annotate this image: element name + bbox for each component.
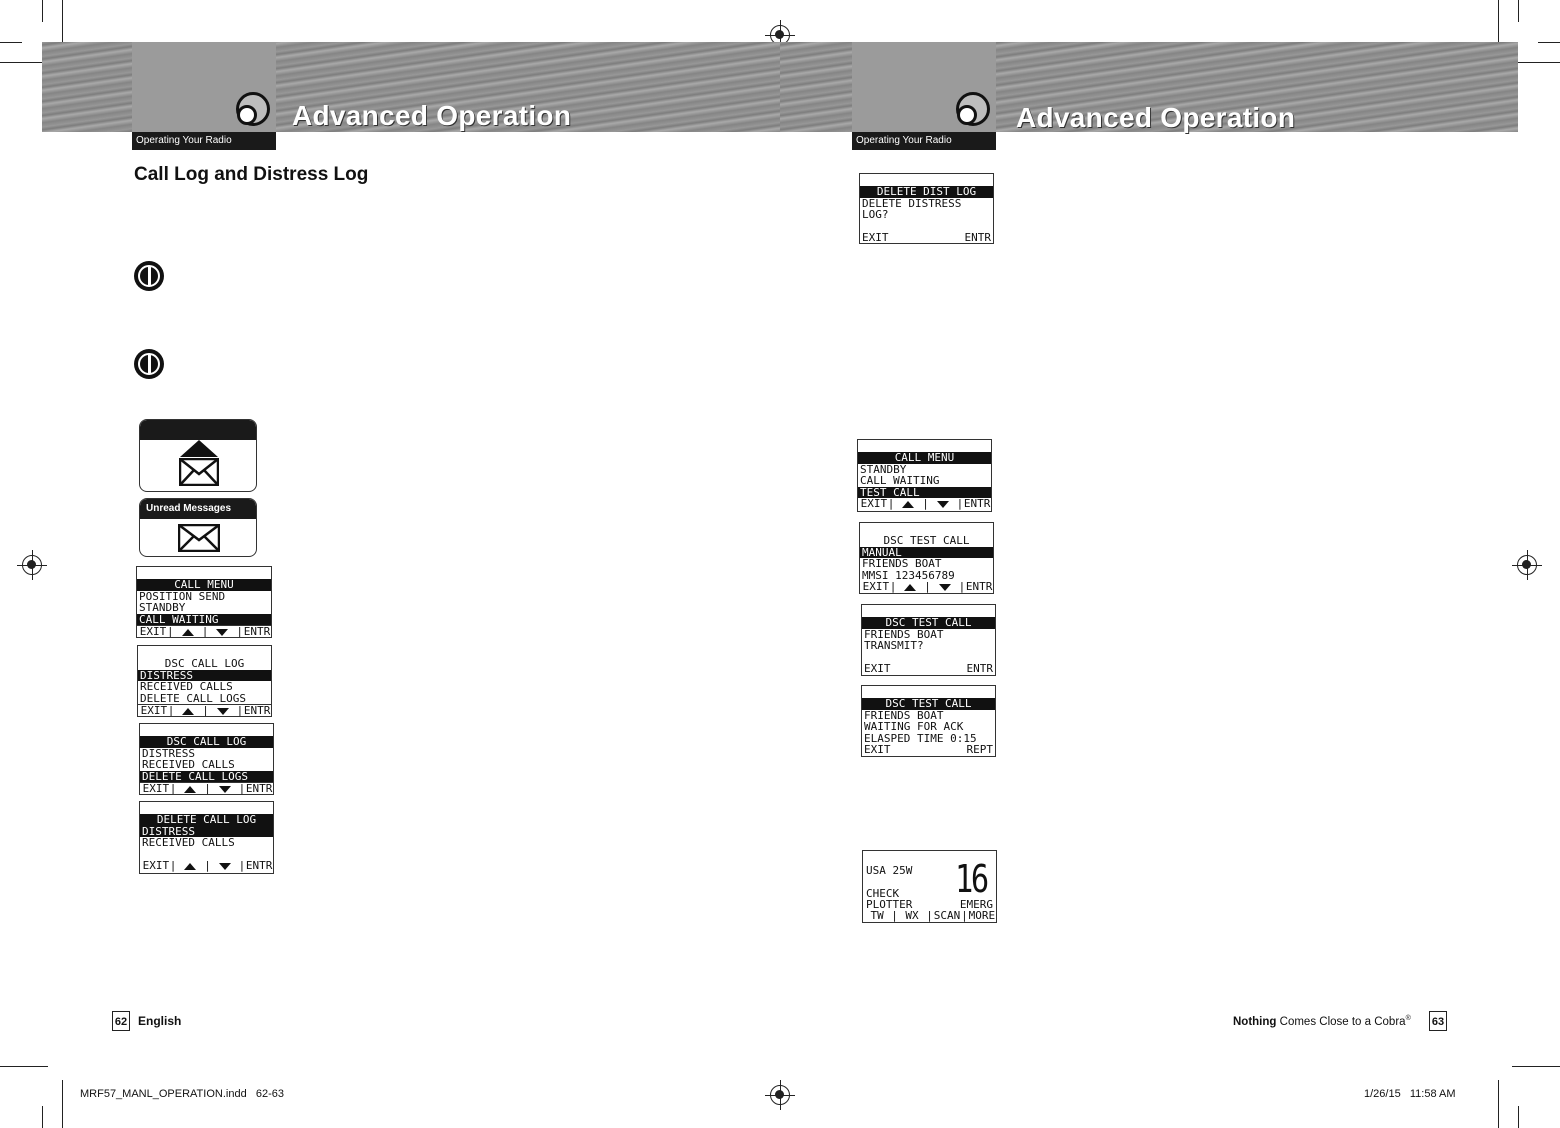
crop-mark — [1498, 1080, 1499, 1128]
lcd-line: FRIENDS BOAT — [864, 628, 944, 640]
crop-mark — [42, 1106, 43, 1128]
arrow-up-icon — [184, 786, 196, 793]
lcd-dsc-test-call-waiting — [861, 685, 996, 757]
radio-dial-icon — [236, 92, 270, 126]
unread-messages-box — [139, 498, 257, 557]
section-tab-label: Operating Your Radio — [132, 132, 276, 150]
lcd-softkeys — [862, 744, 995, 756]
lcd-item: DISTRESS — [142, 747, 195, 759]
channel-number: 16 — [955, 857, 987, 901]
arrow-up-icon — [184, 863, 196, 870]
lcd-softkeys: EXIT | | | ENTR — [862, 581, 993, 593]
page-number-right: 63 — [1429, 1011, 1447, 1031]
softkey-entr: ENTR — [963, 498, 991, 510]
message-indicator-bar — [140, 420, 256, 440]
envelope-icon — [179, 458, 219, 486]
lcd-dsc-test-call — [859, 522, 994, 594]
lcd-softkeys: EXIT | | | ENTR — [860, 498, 991, 510]
lcd-item: FRIENDS BOAT — [862, 558, 942, 570]
lcd-item: MMSI 123456789 — [862, 569, 955, 581]
softkey-exit: EXIT — [140, 704, 168, 717]
lcd-item-selected: DISTRESS — [140, 826, 273, 838]
unread-messages-label: Unread Messages — [140, 499, 256, 519]
softkey-down — [208, 626, 236, 638]
lcd-line: ELASPED TIME 0:15 — [864, 732, 977, 744]
lcd-item: DELETE CALL LOGS — [140, 692, 246, 704]
lcd-line: FRIENDS BOAT — [864, 709, 944, 721]
lcd-title: DSC TEST CALL — [862, 617, 995, 629]
lcd-dsc-test-call-transmit — [861, 604, 996, 676]
softkey-entr: ENTR — [243, 625, 271, 638]
slogan-bold: Nothing — [1233, 1015, 1277, 1028]
lcd-dsc-call-log — [139, 723, 274, 795]
crop-mark — [1538, 42, 1560, 43]
lcd-item: RECEIVED CALLS — [142, 759, 235, 771]
lcd-item: STANDBY — [860, 463, 907, 475]
arrow-down-icon — [219, 786, 231, 793]
lcd-item: CALL WAITING — [860, 475, 940, 487]
registered-mark: ® — [1405, 1015, 1411, 1022]
lcd-item-selected: TEST CALL — [858, 487, 991, 499]
lcd-blank — [860, 221, 993, 233]
lcd-title: DSC CALL LOG — [140, 736, 273, 748]
arrow-down-icon — [219, 863, 231, 870]
lcd-delete-dist-log — [859, 173, 994, 244]
lcd-dsc-call-log — [137, 645, 272, 717]
lcd-item-selected: MANUAL — [860, 547, 993, 559]
lcd-item-selected: DELETE CALL LOGS — [140, 771, 273, 783]
lcd-item: POSITION SEND — [139, 590, 226, 602]
message-indicator-box — [139, 419, 257, 492]
arrow-up-icon — [182, 708, 194, 715]
softkey-entr: ENTR — [245, 860, 273, 872]
arrow-up-icon — [904, 584, 916, 591]
crop-mark — [1518, 1106, 1519, 1128]
section-tab-label: Operating Your Radio — [852, 132, 996, 150]
softkey-entr: ENTR — [966, 663, 993, 675]
softkey-scan: SCAN — [933, 909, 961, 922]
crop-mark — [42, 0, 43, 22]
lcd-title: CALL MENU — [137, 579, 271, 591]
lcd-blank — [862, 652, 995, 664]
lcd-line: CHECK — [866, 887, 900, 900]
lcd-softkeys: EXIT | | | ENTR — [142, 860, 273, 872]
lcd-line: WAITING FOR ACK — [864, 721, 964, 733]
lcd-title: DSC TEST CALL — [883, 535, 970, 547]
section-heading: Call Log and Distress Log — [134, 164, 369, 185]
softkey-exit: EXIT — [862, 581, 890, 593]
crop-mark — [62, 0, 63, 48]
lcd-call-menu — [857, 439, 992, 512]
lcd-item-selected: DISTRESS — [138, 670, 271, 682]
arrow-down-icon — [939, 584, 951, 591]
softkey-wx: WX — [905, 909, 919, 922]
crop-mark — [0, 42, 22, 43]
region-power-label: USA 25W — [866, 864, 913, 877]
softkey-rept: REPT — [966, 744, 993, 756]
language-label: English — [138, 1014, 182, 1028]
softkey-exit: EXIT — [142, 860, 170, 872]
lcd-item-selected: CALL WAITING — [137, 614, 271, 626]
lcd-blank — [140, 849, 273, 861]
crop-mark — [1512, 62, 1560, 63]
softkey-exit: EXIT — [864, 744, 891, 756]
lcd-delete-call-log — [139, 801, 274, 874]
registration-mark-icon — [22, 555, 42, 575]
lcd-title: DELETE DIST LOG — [860, 186, 993, 198]
softkey-tw: TW — [870, 909, 884, 922]
lcd-softkeys: EXIT | | | ENTR — [138, 704, 271, 717]
crop-mark — [0, 1066, 48, 1067]
lcd-softkeys: TW | WX | SCAN | MORE — [863, 910, 996, 922]
slogan-text: Comes Close to a Cobra — [1279, 1015, 1406, 1028]
softkey-entr: ENTR — [964, 232, 991, 244]
lcd-item: RECEIVED CALLS — [140, 681, 233, 693]
section-tab-left — [132, 42, 276, 150]
lcd-line: LOG? — [862, 209, 889, 221]
lcd-title: DELETE CALL LOG — [140, 814, 273, 826]
arrow-up-icon — [180, 440, 218, 457]
timestamp: 1/26/15 11:58 AM — [1364, 1088, 1456, 1100]
lcd-main-display — [862, 850, 997, 923]
section-tab-right — [852, 42, 996, 150]
page-title-right: Advanced Operation — [1016, 102, 1296, 133]
lcd-title: DSC CALL LOG — [164, 658, 245, 670]
softkey-entr: ENTR — [243, 704, 271, 717]
lcd-softkeys — [860, 232, 993, 244]
file-slug: MRF57_MANL_OPERATION.indd 62-63 — [80, 1088, 284, 1100]
arrow-down-icon — [216, 629, 228, 636]
crop-mark — [1518, 0, 1519, 22]
page-number-left: 62 — [112, 1011, 130, 1031]
arrow-up-icon — [902, 501, 914, 508]
lcd-title: CALL MENU — [858, 452, 991, 464]
crop-mark — [0, 62, 48, 63]
registration-mark-icon — [770, 1085, 790, 1105]
lcd-item: STANDBY — [139, 602, 186, 614]
crop-mark — [62, 1080, 63, 1128]
lcd-line: DELETE DISTRESS — [862, 197, 962, 209]
envelope-icon — [178, 524, 220, 552]
arrow-up-icon — [182, 629, 194, 636]
lcd-softkeys — [862, 663, 995, 675]
slogan — [1233, 1015, 1411, 1028]
lcd-line: PLOTTER — [866, 898, 913, 911]
crop-mark — [1512, 1066, 1560, 1067]
softkey-exit: EXIT — [142, 782, 170, 795]
softkey-entr: ENTR — [245, 782, 273, 795]
emerg-label: EMERG — [959, 898, 993, 911]
softkey-exit: EXIT — [860, 498, 888, 510]
arrow-down-icon — [217, 708, 229, 715]
softkey-up — [174, 626, 202, 638]
lcd-call-menu — [136, 566, 272, 638]
softkey-exit: EXIT — [139, 625, 167, 638]
softkey-entr: ENTR — [965, 581, 993, 593]
softkey-exit: EXIT — [864, 663, 891, 675]
lcd-softkeys: EXIT | | | ENTR — [137, 625, 271, 638]
arrow-down-icon — [937, 501, 949, 508]
note-icon — [134, 349, 164, 379]
softkey-more: MORE — [968, 909, 996, 922]
radio-dial-icon — [956, 92, 990, 126]
lcd-item: RECEIVED CALLS — [142, 837, 235, 849]
note-icon — [134, 261, 164, 291]
lcd-title: DSC TEST CALL — [862, 698, 995, 710]
softkey-exit: EXIT — [862, 232, 889, 244]
lcd-line: TRANSMIT? — [864, 640, 924, 652]
crop-mark — [1498, 0, 1499, 48]
lcd-softkeys: EXIT | | | ENTR — [140, 782, 273, 795]
page-title-left: Advanced Operation — [292, 100, 572, 131]
registration-mark-icon — [1517, 555, 1537, 575]
